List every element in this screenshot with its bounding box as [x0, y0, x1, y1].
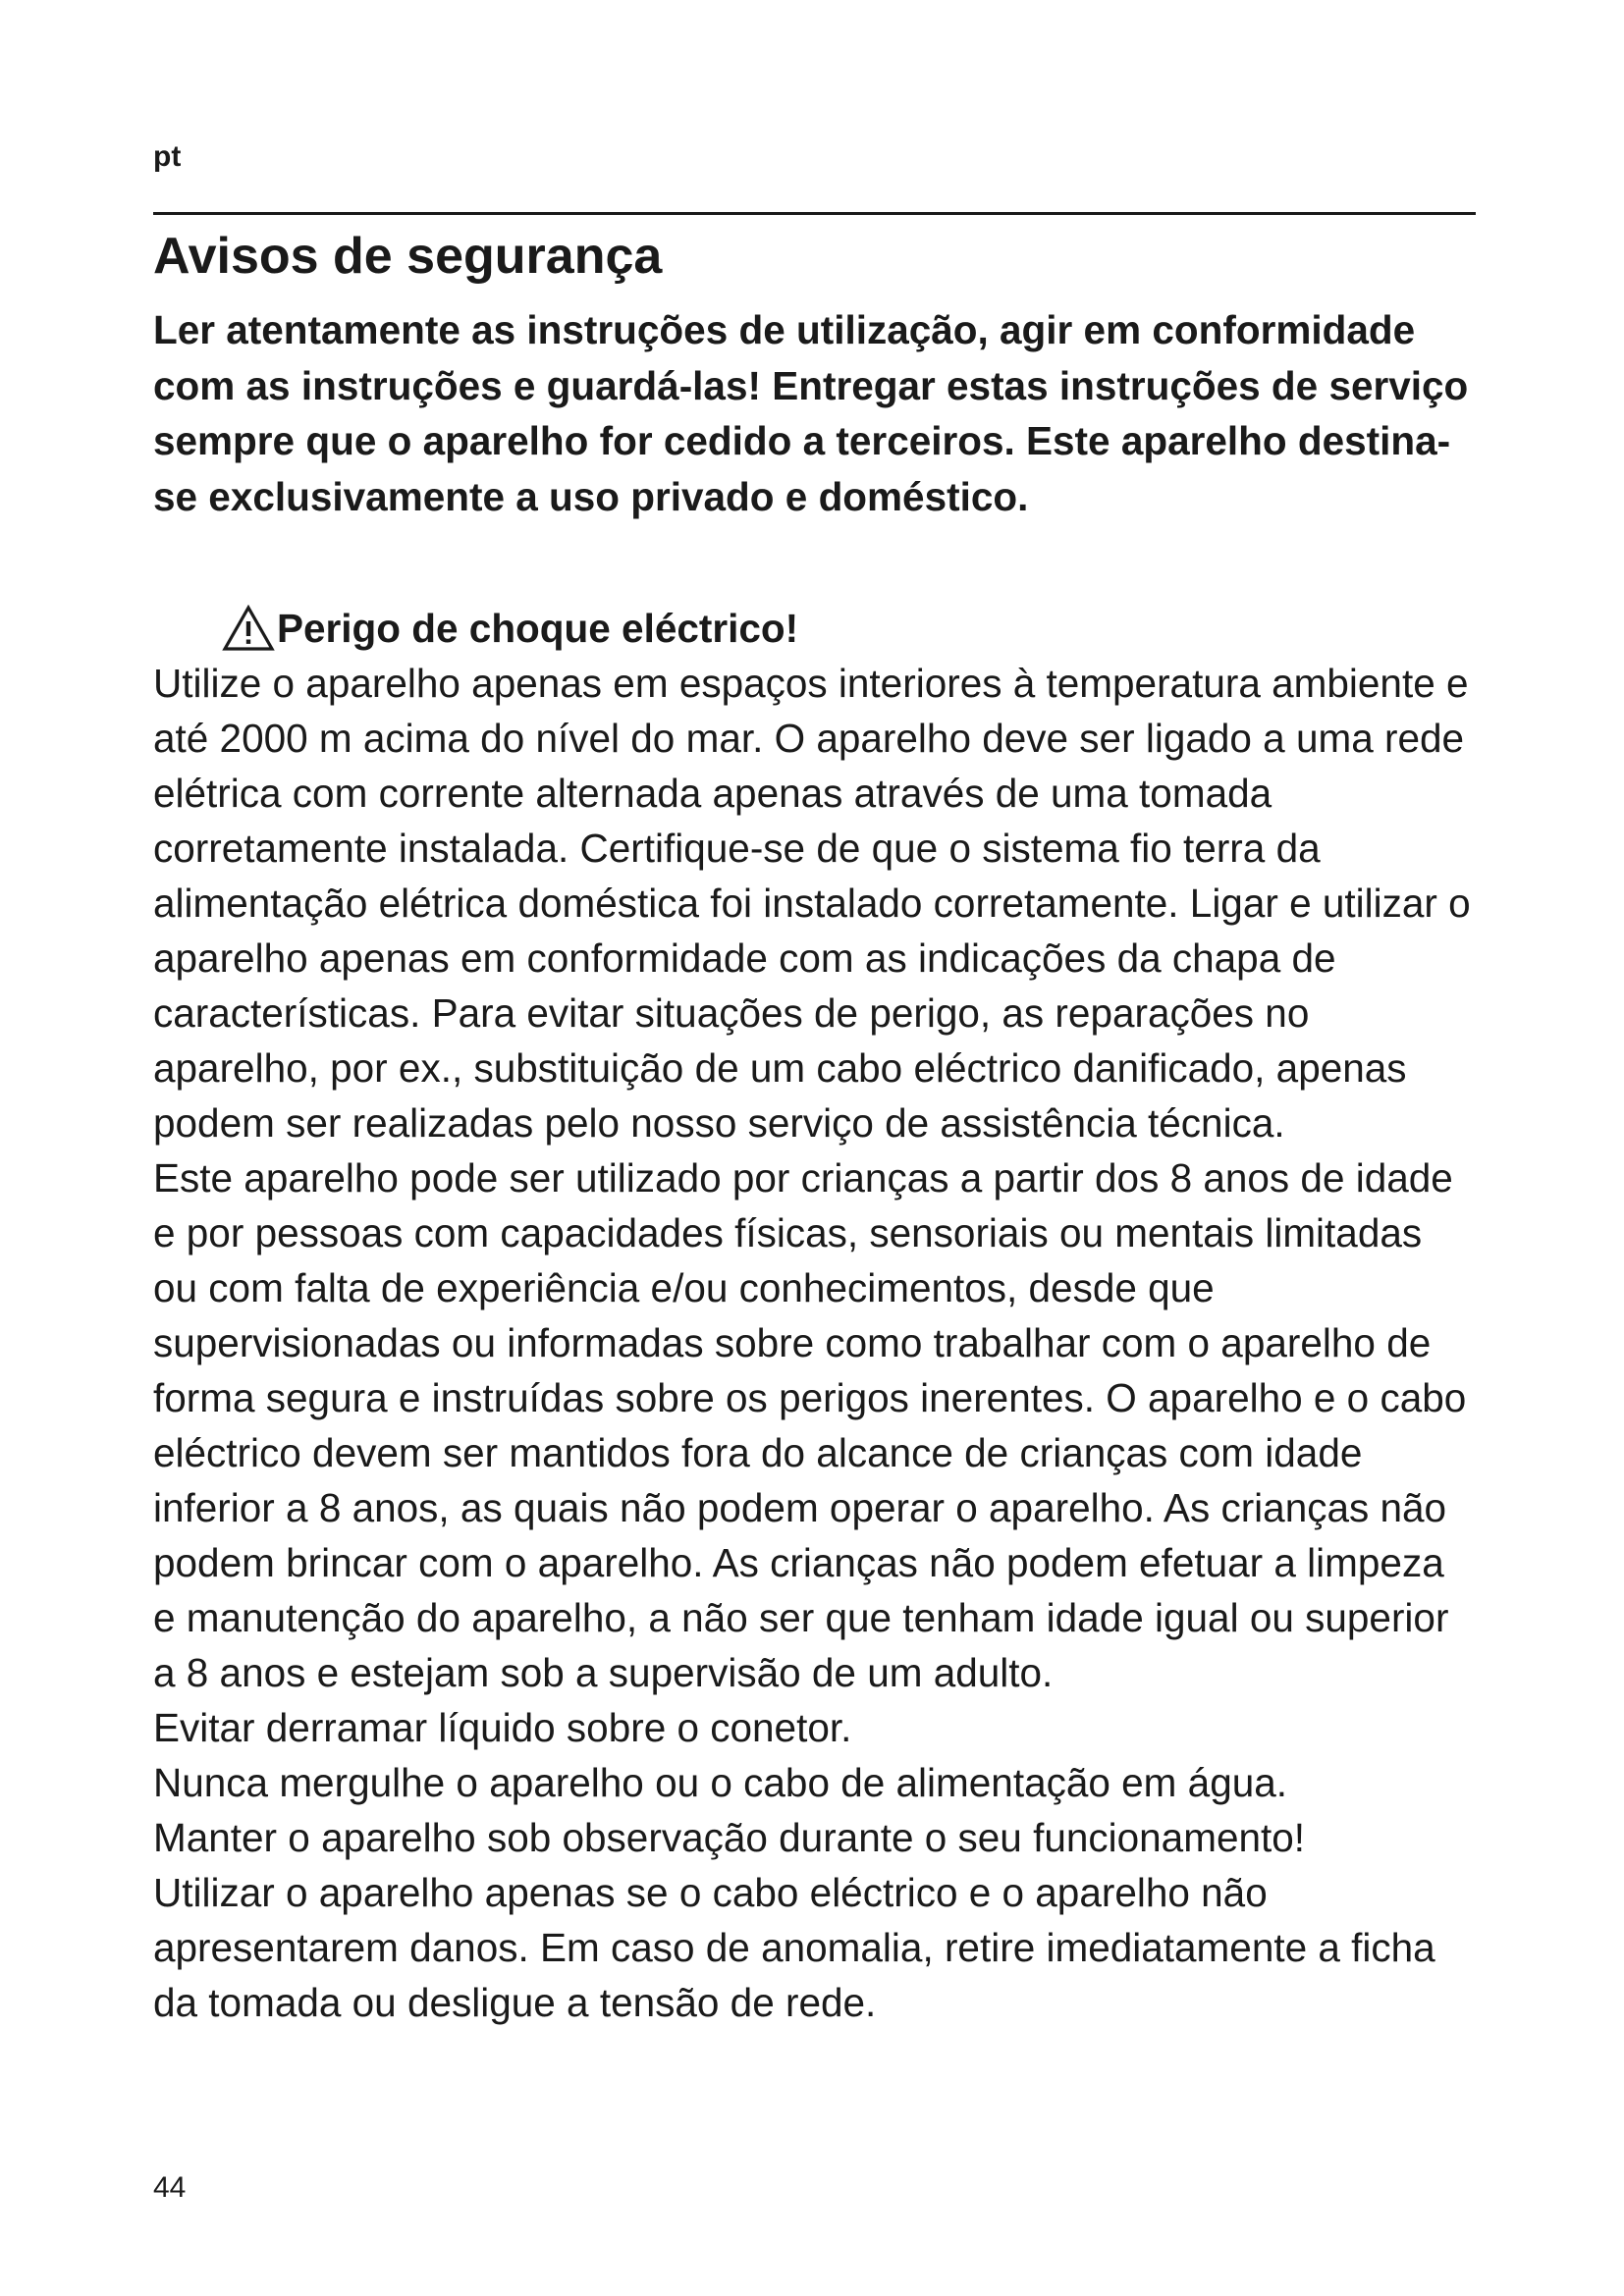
header-divider: [153, 212, 1476, 215]
warning-title: Perigo de choque eléctrico!: [277, 606, 799, 651]
paragraph-water: Nunca mergulhe o aparelho ou o cabo de alimentação em água.: [153, 1760, 1288, 1805]
warning-heading: [222, 599, 798, 658]
section-title: Avisos de segurança: [153, 228, 663, 285]
warning-triangle-icon: [222, 605, 275, 652]
paragraph-electrical: Utilize o aparelho apenas em espaços interiores à temperatura ambiente e até 2000 m acima do nível do mar. O aparelho deve ser ligado a uma rede elétrica com corrente alternada apenas através de uma tomada corretamente instalada. Certifique-se de que o sistema fio terra da alimentação elétrica doméstica foi instalado corretamente. Ligar e utilizar o aparelho apenas em conformidade com as indicações da chapa de características. Para evitar situações de perigo, as reparações no aparelho, por ex., substituição de um cabo eléctrico danificado, apenas podem ser realizadas pelo nosso serviço de assistência técnica.: [153, 661, 1471, 1146]
intro-paragraph: Ler atentamente as instruções de utilização, agir em conformidade com as instruções e guardá-las! Entregar estas instruções de serviço sempre que o aparelho for cedido a terceiros. Este aparelho destina-se exclusivamente a uso privado e doméstico.: [153, 307, 1469, 519]
paragraph-children: Este aparelho pode ser utilizado por crianças a partir dos 8 anos de idade e por pessoas com capacidades físicas, sensoriais ou mentais limitadas ou com falta de experiência e/ou conhecimentos, desde que supervisionadas ou informadas sobre como trabalhar com o aparelho de forma segura e instruídas sobre os perigos inerentes. O aparelho e o cabo eléctrico devem ser mantidos fora do alcance de crianças com idade inferior a 8 anos, as quais não podem operar o aparelho. As crianças não podem brincar com o aparelho. As crianças não podem efetuar a limpeza e manutenção do aparelho, a não ser que tenham idade igual ou superior a 8 anos e estejam sob a supervisão de um adulto.: [153, 1155, 1467, 1695]
paragraph-observation: Manter o aparelho sob observação durante o seu funcionamento!: [153, 1815, 1306, 1860]
paragraph-damage: Utilizar o aparelho apenas se o cabo eléctrico e o aparelho não apresentarem danos. Em caso de anomalia, retire imediatamente a ficha da tomada ou desligue a tensão de rede.: [153, 1870, 1435, 2025]
language-code: pt: [153, 140, 182, 173]
paragraph-connector: Evitar derramar líquido sobre o conetor.: [153, 1705, 852, 1750]
page-number: 44: [153, 2171, 187, 2204]
body-text: [153, 656, 1476, 2030]
